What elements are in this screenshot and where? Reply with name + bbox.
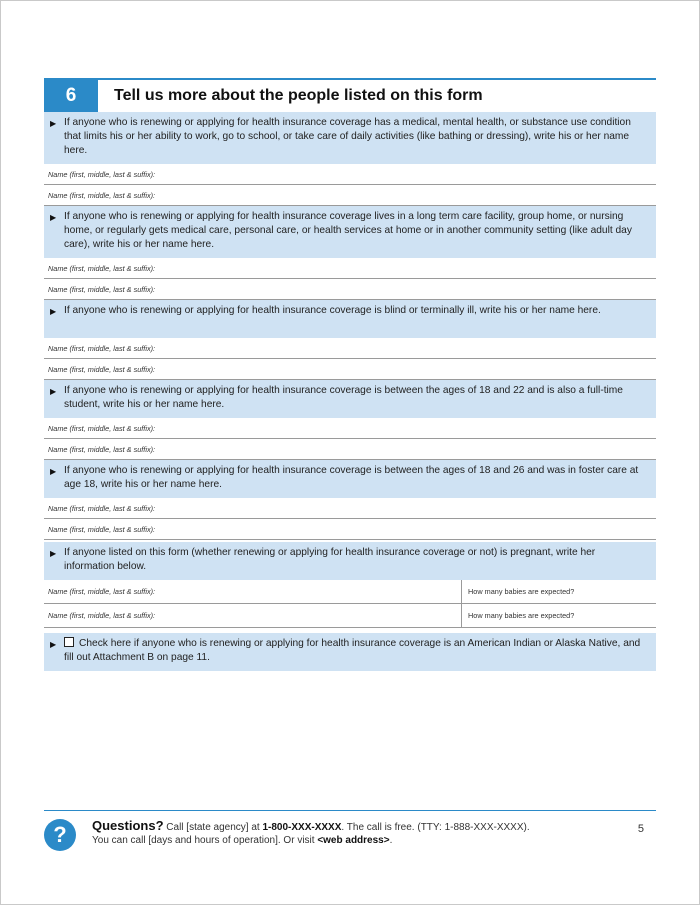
arrow-icon: ▶ <box>50 307 57 316</box>
name-label: Name (first, middle, last & suffix): <box>48 611 156 620</box>
footer <box>44 810 656 859</box>
page-number: 5 <box>637 823 644 835</box>
name-field[interactable] <box>44 580 462 603</box>
question-mark-icon: ? <box>44 819 76 851</box>
babies-expected-field[interactable] <box>462 580 656 603</box>
name-field[interactable] <box>44 258 656 279</box>
name-label: Name (first, middle, last & suffix): <box>48 169 156 179</box>
question-text: If anyone who is renewing or applying for health insurance coverage is between the ages of 18 and 22 and is also a full-time student, write his or her name here. <box>64 385 623 410</box>
question-text: If anyone who is renewing or applying for health insurance coverage lives in a long term care facility, group home, or nursing home, or regularly gets medical care, personal care, or health services at home or in another community setting (like adult day care), write his or her name here. <box>64 211 632 250</box>
section-6 <box>44 78 656 671</box>
name-label: Name (first, middle, last & suffix): <box>48 444 156 454</box>
question-text: If anyone who is renewing or applying for health insurance coverage is blind or terminally ill, write his or her name here. <box>64 305 601 316</box>
question-text: If anyone listed on this form (whether renewing or applying for health insurance coverage or not) is pregnant, write her information below. <box>64 547 596 572</box>
name-field[interactable] <box>44 359 656 380</box>
pregnancy-row <box>44 604 656 628</box>
question-pregnant <box>44 542 656 580</box>
name-label: Name (first, middle, last & suffix): <box>48 364 156 374</box>
questions-label: Questions? <box>92 818 164 833</box>
babies-expected-field[interactable] <box>462 604 656 627</box>
question-long-term-care <box>44 206 656 258</box>
name-field[interactable] <box>44 185 656 206</box>
question-american-indian <box>44 633 656 671</box>
arrow-icon: ▶ <box>50 119 57 128</box>
web-address[interactable]: <web address> <box>317 835 390 846</box>
arrow-icon: ▶ <box>50 640 57 649</box>
name-label: Name (first, middle, last & suffix): <box>48 190 156 200</box>
arrow-icon: ▶ <box>50 549 57 558</box>
arrow-icon: ▶ <box>50 467 57 476</box>
name-field[interactable] <box>44 418 656 439</box>
section-number: 6 <box>44 80 98 112</box>
footer-text: Questions? Call [state agency] at 1-800-XXX-XXXX. The call is free. (TTY: 1-888-XXX-XXXX). You can call [days and hours of operation]. Or visit <web address>. <box>92 818 530 846</box>
question-text: If anyone who is renewing or applying for health insurance coverage is between the ages of 18 and 26 and was in foster care at age 18, write his or her name here. <box>64 465 639 490</box>
name-label: Name (first, middle, last & suffix): <box>48 284 156 294</box>
name-field[interactable] <box>44 498 656 519</box>
name-label: Name (first, middle, last & suffix): <box>48 263 156 273</box>
arrow-icon: ▶ <box>50 213 57 222</box>
name-field[interactable] <box>44 164 656 185</box>
question-blind <box>44 300 656 338</box>
babies-label: How many babies are expected? <box>468 587 575 596</box>
name-label: Name (first, middle, last & suffix): <box>48 503 156 513</box>
name-label: Name (first, middle, last & suffix): <box>48 524 156 534</box>
name-label: Name (first, middle, last & suffix): <box>48 343 156 353</box>
arrow-icon: ▶ <box>50 387 57 396</box>
name-field[interactable] <box>44 604 462 627</box>
question-student <box>44 380 656 418</box>
babies-label: How many babies are expected? <box>468 611 575 620</box>
name-field[interactable] <box>44 338 656 359</box>
section-header <box>44 78 656 112</box>
name-field[interactable] <box>44 279 656 300</box>
name-label: Name (first, middle, last & suffix): <box>48 587 156 596</box>
question-text: If anyone who is renewing or applying for health insurance coverage has a medical, mental health, or substance use condition that limits his or her ability to work, go to school, or take care of daily activities (like bathing or dressing), write his or her name here. <box>64 117 631 156</box>
name-label: Name (first, middle, last & suffix): <box>48 423 156 433</box>
question-disability <box>44 112 656 164</box>
name-field[interactable] <box>44 519 656 540</box>
pregnancy-row <box>44 580 656 604</box>
name-field[interactable] <box>44 439 656 460</box>
section-title: Tell us more about the people listed on this form <box>114 87 483 104</box>
question-text: Check here if anyone who is renewing or applying for health insurance coverage is an American Indian or Alaska Native, and fill out Attachment B on page 11. <box>64 638 641 663</box>
phone-number: 1-800-XXX-XXXX <box>262 822 342 833</box>
question-foster-care <box>44 460 656 498</box>
american-indian-checkbox[interactable] <box>64 637 74 647</box>
